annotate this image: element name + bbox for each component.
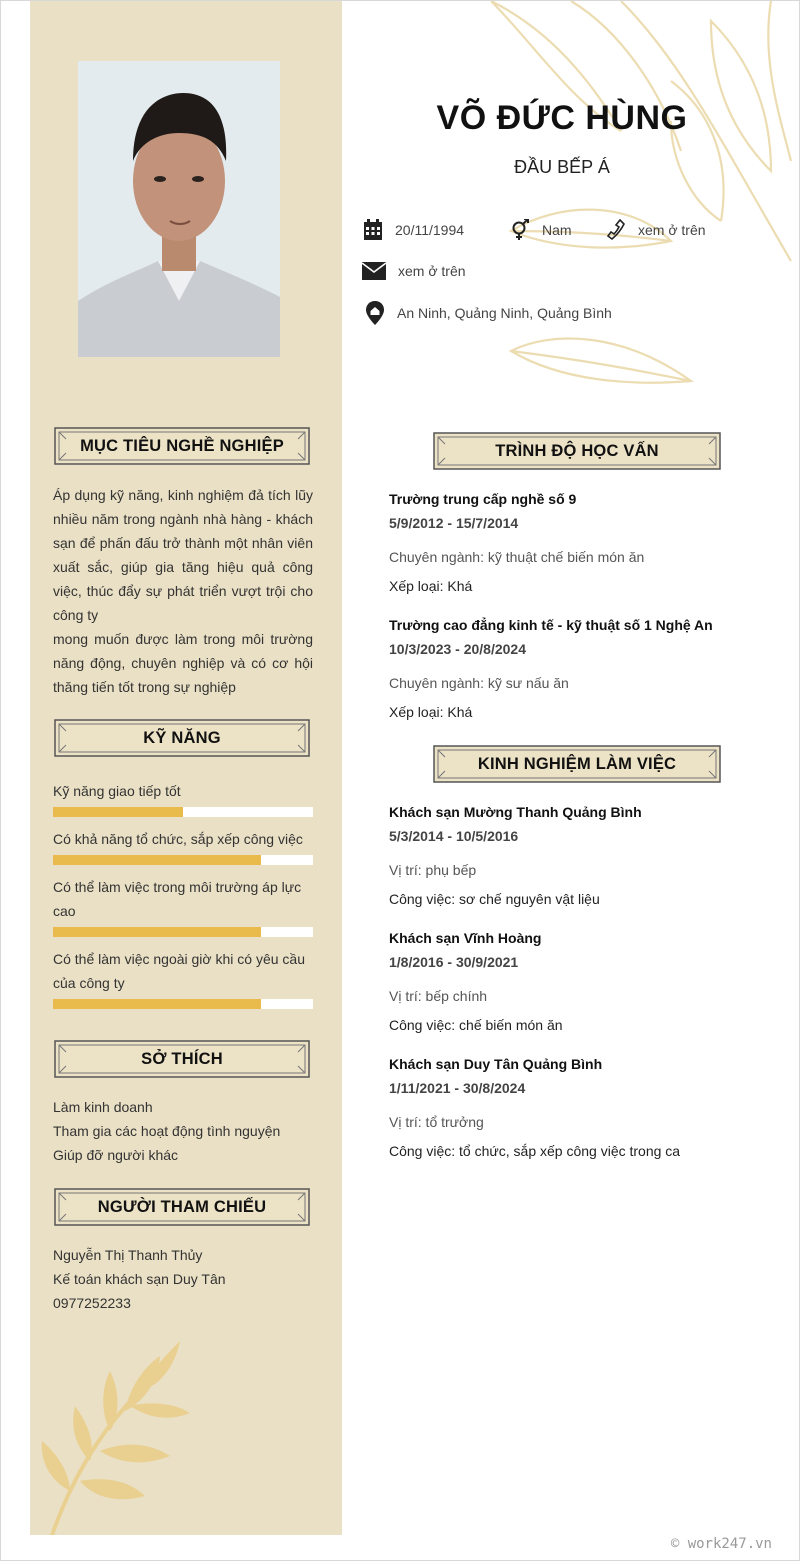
skill-bar-fill [53,855,261,865]
skill-label: Có thể làm việc ngoài giờ khi có yêu cầu của công ty [53,951,305,991]
watermark: © work247.vn [670,1536,772,1552]
branch-decoration-icon [30,1331,200,1535]
skill-bar [53,927,313,937]
candidate-name: VÕ ĐỨC HÙNG [436,99,688,137]
gender-info [510,219,572,241]
experience-position: Vị trí: bếp chính [389,988,488,1004]
company-name: Khách sạn Mường Thanh Quảng Bình [389,804,642,820]
experience-duty: Công việc: tổ chức, sắp xếp công việc trong ca [389,1143,681,1159]
skills-heading: KỸ NĂNG [54,719,310,757]
education-grade: Xếp loại: Khá [389,578,473,594]
objective-heading: MỤC TIÊU NGHỀ NGHIỆP [54,427,310,465]
profile-photo [78,61,280,357]
list-item: Tham gia các hoạt động tình nguyện [53,1123,281,1139]
education-major: Chuyên ngành: kỹ sư nấu ăn [389,675,569,691]
experience-position: Vị trí: phụ bếp [389,862,477,878]
list-item: Kế toán khách sạn Duy Tân [53,1271,226,1287]
dob-info [363,219,464,241]
education-heading: TRÌNH ĐỘ HỌC VẤN [433,432,721,470]
school-name: Trường cao đẳng kinh tế - kỹ thuật số 1 Nghệ An [389,617,713,633]
phone-icon [606,219,626,241]
experience-dates: 1/8/2016 - 30/9/2021 [389,954,519,970]
job-title: ĐẦU BẾP Á [514,157,610,177]
envelope-icon [362,262,386,280]
leaf-decoration-icon [471,1,800,421]
experience-duty: Công việc: chế biến món ăn [389,1017,563,1033]
education-grade: Xếp loại: Khá [389,704,473,720]
company-name: Khách sạn Vĩnh Hoàng [389,930,542,946]
references-list [53,1243,313,1315]
experience-heading: KINH NGHIỆM LÀM VIỆC [433,745,721,783]
experience-duty: Công việc: sơ chế nguyên vật liệu [389,891,600,907]
skill-bar [53,999,313,1009]
skill-label: Có khả năng tổ chức, sắp xếp công việc [53,831,303,847]
email-value: xem ở trên [398,263,466,279]
email-info [362,262,466,280]
location-pin-icon [365,301,385,325]
skill-bar-fill [53,927,261,937]
objective-paragraph: mong muốn được làm trong môi trường năng động, chuyên nghiệp và có cơ hội thăng tiến tốt trong sự nghiệp [53,631,313,695]
calendar-icon [363,219,383,241]
skill-label: Có thể làm việc trong môi trường áp lực cao [53,879,302,919]
skill-bar-fill [53,999,261,1009]
skill-bar [53,807,313,817]
objective-paragraph: Áp dụng kỹ năng, kinh nghiệm đả tích lũy nhiều năm trong ngành nhà hàng - khách sạn để phấn đấu trở thành một nhân viên xuất sắc, giúp gia tăng hiệu quả công việc, thúc đẩy sự phát triển vượt trội cho công ty [53,487,313,623]
education-major: Chuyên ngành: kỹ thuật chế biến món ăn [389,549,645,565]
address-value: An Ninh, Quảng Ninh, Quảng Bình [397,305,612,321]
list-item: 0977252233 [53,1295,131,1311]
experience-dates: 5/3/2014 - 10/5/2016 [389,828,519,844]
hobbies-heading: SỞ THÍCH [54,1040,310,1078]
references-heading: NGƯỜI THAM CHIẾU [54,1188,310,1226]
phone-value: xem ở trên [638,222,706,238]
list-item: Giúp đỡ người khác [53,1147,179,1163]
school-name: Trường trung cấp nghề số 9 [389,491,577,507]
education-dates: 10/3/2023 - 20/8/2024 [389,641,527,657]
gender-value: Nam [542,222,572,238]
hobbies-list [53,1095,313,1167]
experience-dates: 1/11/2021 - 30/8/2024 [389,1080,526,1096]
experience-position: Vị trí: tổ trưởng [389,1114,484,1130]
skill-bar [53,855,313,865]
company-name: Khách sạn Duy Tân Quảng Bình [389,1056,603,1072]
dob-value: 20/11/1994 [395,222,465,238]
skill-label: Kỹ năng giao tiếp tốt [53,783,181,799]
list-item: Làm kinh doanh [53,1099,153,1115]
phone-info [606,219,706,241]
address-info [365,301,612,325]
list-item: Nguyễn Thị Thanh Thủy [53,1247,203,1263]
gender-icon [510,219,530,241]
skill-bar-fill [53,807,183,817]
education-dates: 5/9/2012 - 15/7/2014 [389,515,519,531]
objective-text [53,483,313,699]
